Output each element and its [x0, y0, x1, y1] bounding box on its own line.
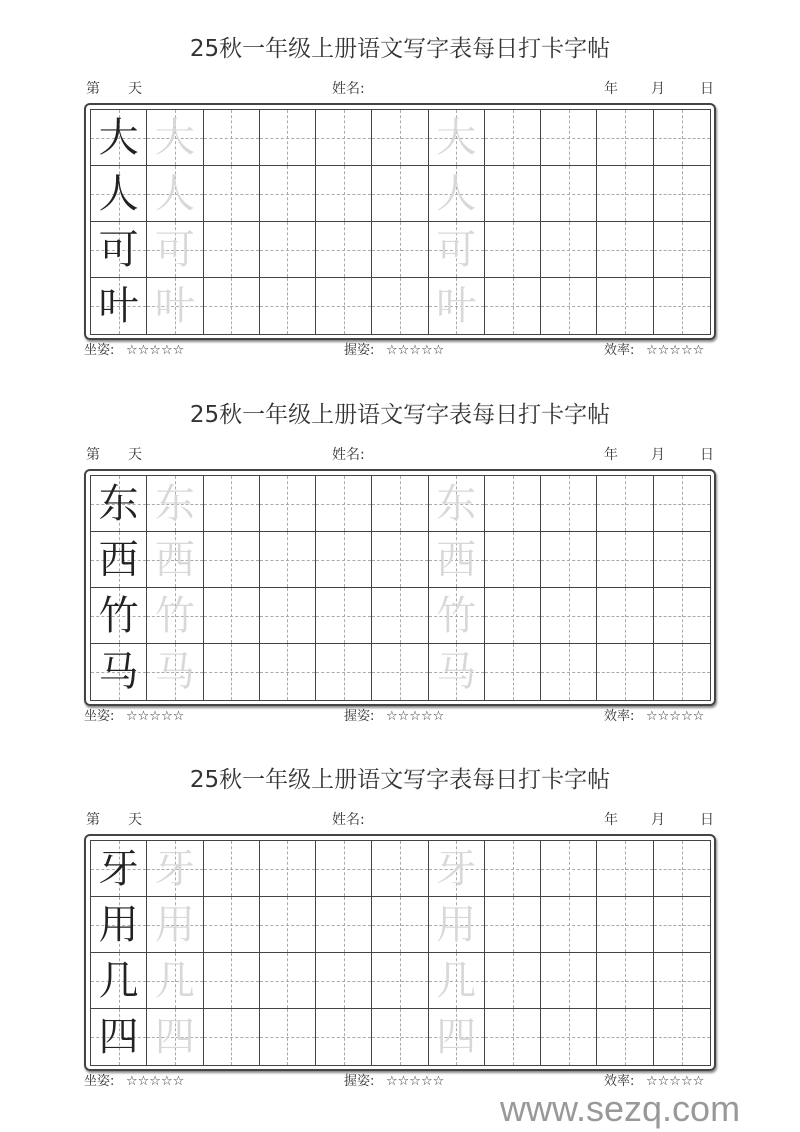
- blank-cell: [485, 644, 541, 700]
- blank-cell: [372, 278, 428, 334]
- month-label: 月: [651, 447, 665, 463]
- trace-char-cell: [429, 222, 485, 278]
- blank-cell: [541, 1009, 597, 1065]
- blank-cell: [541, 588, 597, 644]
- blank-cell: [654, 476, 710, 532]
- trace-char-cell: [147, 897, 203, 953]
- trace-char: 马: [154, 649, 195, 695]
- blank-cell: [541, 110, 597, 166]
- blank-cell: [204, 476, 260, 532]
- blank-cell: [316, 588, 372, 644]
- trace-char-cell: [429, 897, 485, 953]
- trace-char-cell: [429, 1009, 485, 1065]
- model-char: 四: [98, 1014, 139, 1060]
- model-char: 西: [98, 536, 139, 583]
- model-char-cell: [91, 476, 147, 532]
- blank-cell: [316, 953, 372, 1009]
- blank-cell: [372, 644, 428, 700]
- model-char: 人: [98, 170, 139, 217]
- blank-cell: [597, 222, 653, 278]
- model-char: 大: [98, 114, 139, 161]
- blank-cell: [597, 953, 653, 1009]
- efficiency-stars: ☆☆☆☆☆: [646, 1074, 705, 1089]
- trace-char: 牙: [436, 845, 477, 892]
- blank-cell: [654, 897, 710, 953]
- trace-char: 牙: [154, 845, 195, 892]
- grip-label: 握姿:: [344, 343, 375, 358]
- trace-char: 四: [436, 1014, 477, 1060]
- blank-cell: [316, 166, 372, 222]
- blank-cell: [541, 278, 597, 334]
- blank-cell: [372, 532, 428, 588]
- blank-cell: [316, 841, 372, 897]
- trace-char-cell: [429, 278, 485, 334]
- trace-char: 用: [154, 901, 195, 948]
- grip-label: 握姿:: [344, 709, 375, 724]
- blank-cell: [654, 588, 710, 644]
- blank-cell: [204, 644, 260, 700]
- efficiency-stars: ☆☆☆☆☆: [646, 343, 705, 358]
- blank-cell: [597, 588, 653, 644]
- blank-cell: [597, 1009, 653, 1065]
- model-char: 东: [98, 480, 139, 527]
- blank-cell: [204, 588, 260, 644]
- model-char-cell: [91, 897, 147, 953]
- blank-cell: [485, 532, 541, 588]
- blank-cell: [541, 532, 597, 588]
- blank-cell: [597, 644, 653, 700]
- blank-cell: [204, 1009, 260, 1065]
- posture-stars: ☆☆☆☆☆: [126, 1074, 185, 1089]
- model-char-cell: [91, 1009, 147, 1065]
- grid-frame: [84, 103, 716, 340]
- blank-cell: [541, 644, 597, 700]
- blank-cell: [372, 588, 428, 644]
- trace-char: 人: [154, 170, 195, 217]
- grip-stars: ☆☆☆☆☆: [386, 1074, 445, 1089]
- writing-grid: [90, 840, 711, 1066]
- blank-cell: [654, 222, 710, 278]
- posture-label: 坐姿:: [84, 709, 115, 724]
- model-char-cell: [91, 532, 147, 588]
- grip-label: 握姿:: [344, 1074, 375, 1089]
- trace-char-cell: [429, 841, 485, 897]
- blank-cell: [485, 476, 541, 532]
- trace-char-cell: [147, 1009, 203, 1065]
- sheet-title: 25秋一年级上册语文写字表每日打卡字帖: [189, 36, 611, 62]
- blank-cell: [485, 166, 541, 222]
- model-char-cell: [91, 222, 147, 278]
- blank-cell: [260, 897, 316, 953]
- name-label: 姓名:: [332, 812, 365, 828]
- blank-cell: [316, 476, 372, 532]
- trace-char: 竹: [436, 592, 477, 639]
- blank-cell: [541, 897, 597, 953]
- blank-cell: [204, 897, 260, 953]
- blank-cell: [541, 841, 597, 897]
- blank-cell: [597, 278, 653, 334]
- day-prefix: 第: [86, 812, 100, 828]
- posture-stars: ☆☆☆☆☆: [126, 343, 185, 358]
- blank-cell: [260, 110, 316, 166]
- trace-char-cell: [147, 476, 203, 532]
- model-char-cell: [91, 644, 147, 700]
- blank-cell: [654, 166, 710, 222]
- blank-cell: [204, 532, 260, 588]
- blank-cell: [316, 222, 372, 278]
- model-char: 用: [98, 901, 139, 948]
- blank-cell: [316, 532, 372, 588]
- trace-char: 人: [436, 170, 477, 217]
- trace-char: 东: [154, 480, 195, 527]
- grip-stars: ☆☆☆☆☆: [386, 709, 445, 724]
- blank-cell: [654, 110, 710, 166]
- blank-cell: [372, 1009, 428, 1065]
- blank-cell: [372, 166, 428, 222]
- trace-char-cell: [147, 841, 203, 897]
- blank-cell: [597, 476, 653, 532]
- trace-char-cell: [147, 110, 203, 166]
- posture-label: 坐姿:: [84, 343, 115, 358]
- trace-char-cell: [147, 588, 203, 644]
- grid-frame: [84, 834, 716, 1071]
- blank-cell: [597, 897, 653, 953]
- blank-cell: [654, 644, 710, 700]
- writing-grid: [90, 109, 711, 335]
- blank-cell: [260, 841, 316, 897]
- blank-cell: [485, 278, 541, 334]
- efficiency-label: 效率:: [604, 343, 635, 358]
- trace-char-cell: [429, 110, 485, 166]
- year-label: 年: [604, 81, 618, 97]
- blank-cell: [654, 841, 710, 897]
- trace-char-cell: [429, 532, 485, 588]
- blank-cell: [485, 222, 541, 278]
- model-char-cell: [91, 166, 147, 222]
- practice-block: [0, 0, 800, 366]
- blank-cell: [541, 222, 597, 278]
- practice-block: [0, 731, 800, 1097]
- trace-char-cell: [429, 588, 485, 644]
- day-suffix: 天: [128, 81, 142, 97]
- trace-char-cell: [147, 222, 203, 278]
- blank-cell: [316, 897, 372, 953]
- blank-cell: [260, 278, 316, 334]
- trace-char: 叶: [436, 283, 477, 329]
- blank-cell: [485, 1009, 541, 1065]
- model-char-cell: [91, 841, 147, 897]
- trace-char-cell: [429, 476, 485, 532]
- day-prefix: 第: [86, 81, 100, 97]
- sheet-title: 25秋一年级上册语文写字表每日打卡字帖: [189, 767, 611, 793]
- blank-cell: [316, 278, 372, 334]
- date-label: 日: [700, 81, 714, 97]
- model-char: 可: [98, 226, 139, 273]
- blank-cell: [372, 897, 428, 953]
- blank-cell: [260, 588, 316, 644]
- blank-cell: [541, 166, 597, 222]
- blank-cell: [485, 953, 541, 1009]
- blank-cell: [372, 476, 428, 532]
- model-char: 叶: [98, 283, 139, 329]
- year-label: 年: [604, 812, 618, 828]
- blank-cell: [316, 110, 372, 166]
- blank-cell: [654, 532, 710, 588]
- sheet-title: 25秋一年级上册语文写字表每日打卡字帖: [189, 402, 611, 428]
- date-label: 日: [700, 447, 714, 463]
- trace-char: 东: [436, 480, 477, 527]
- blank-cell: [597, 532, 653, 588]
- trace-char: 可: [154, 226, 195, 273]
- trace-char: 大: [154, 114, 195, 161]
- blank-cell: [597, 841, 653, 897]
- posture-stars: ☆☆☆☆☆: [126, 709, 185, 724]
- practice-block: [0, 366, 800, 732]
- efficiency-label: 效率:: [604, 709, 635, 724]
- date-label: 日: [700, 812, 714, 828]
- trace-char: 几: [154, 957, 195, 1004]
- blank-cell: [204, 166, 260, 222]
- model-char-cell: [91, 278, 147, 334]
- trace-char: 竹: [154, 592, 195, 639]
- trace-char: 用: [436, 901, 477, 948]
- model-char-cell: [91, 588, 147, 644]
- blank-cell: [260, 166, 316, 222]
- blank-cell: [654, 1009, 710, 1065]
- trace-char: 几: [436, 957, 477, 1004]
- blank-cell: [204, 278, 260, 334]
- trace-char: 西: [154, 536, 195, 583]
- model-char-cell: [91, 110, 147, 166]
- month-label: 月: [651, 81, 665, 97]
- name-label: 姓名:: [332, 447, 365, 463]
- trace-char-cell: [147, 644, 203, 700]
- blank-cell: [597, 110, 653, 166]
- blank-cell: [204, 953, 260, 1009]
- efficiency-stars: ☆☆☆☆☆: [646, 709, 705, 724]
- blank-cell: [372, 110, 428, 166]
- blank-cell: [485, 110, 541, 166]
- blank-cell: [372, 841, 428, 897]
- trace-char-cell: [147, 532, 203, 588]
- model-char: 几: [98, 957, 139, 1004]
- blank-cell: [316, 1009, 372, 1065]
- month-label: 月: [651, 812, 665, 828]
- year-label: 年: [604, 447, 618, 463]
- blank-cell: [485, 897, 541, 953]
- blank-cell: [597, 166, 653, 222]
- blank-cell: [654, 278, 710, 334]
- blank-cell: [372, 953, 428, 1009]
- trace-char: 马: [436, 649, 477, 695]
- model-char: 牙: [98, 845, 139, 892]
- grid-frame: [84, 469, 716, 706]
- blank-cell: [541, 953, 597, 1009]
- writing-grid: [90, 475, 711, 701]
- trace-char-cell: [429, 644, 485, 700]
- grip-stars: ☆☆☆☆☆: [386, 343, 445, 358]
- day-suffix: 天: [128, 447, 142, 463]
- trace-char: 四: [154, 1014, 195, 1060]
- posture-label: 坐姿:: [84, 1074, 115, 1089]
- blank-cell: [654, 953, 710, 1009]
- efficiency-label: 效率:: [604, 1074, 635, 1089]
- blank-cell: [204, 222, 260, 278]
- blank-cell: [260, 1009, 316, 1065]
- trace-char: 大: [436, 114, 477, 161]
- blank-cell: [260, 644, 316, 700]
- trace-char: 叶: [154, 283, 195, 329]
- trace-char-cell: [429, 953, 485, 1009]
- blank-cell: [372, 222, 428, 278]
- blank-cell: [260, 222, 316, 278]
- model-char: 竹: [98, 592, 139, 639]
- trace-char-cell: [147, 166, 203, 222]
- day-prefix: 第: [86, 447, 100, 463]
- blank-cell: [204, 110, 260, 166]
- blank-cell: [485, 588, 541, 644]
- watermark: www.sezq.com: [500, 1088, 741, 1129]
- trace-char: 西: [436, 536, 477, 583]
- blank-cell: [485, 841, 541, 897]
- blank-cell: [316, 644, 372, 700]
- blank-cell: [260, 953, 316, 1009]
- trace-char: 可: [436, 226, 477, 273]
- name-label: 姓名:: [332, 81, 365, 97]
- trace-char-cell: [147, 953, 203, 1009]
- blank-cell: [260, 476, 316, 532]
- model-char-cell: [91, 953, 147, 1009]
- trace-char-cell: [147, 278, 203, 334]
- blank-cell: [260, 532, 316, 588]
- day-suffix: 天: [128, 812, 142, 828]
- blank-cell: [204, 841, 260, 897]
- trace-char-cell: [429, 166, 485, 222]
- model-char: 马: [98, 649, 139, 695]
- blank-cell: [541, 476, 597, 532]
